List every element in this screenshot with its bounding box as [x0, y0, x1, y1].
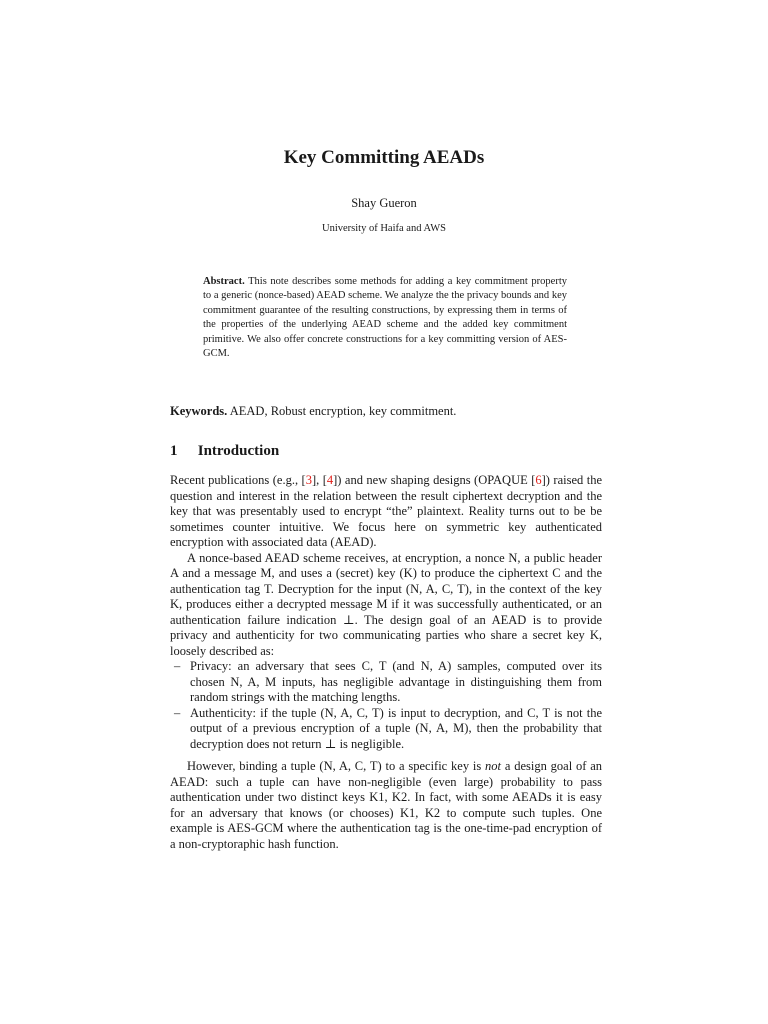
paper-title: Key Committing AEADs	[283, 147, 485, 168]
citation-link-4[interactable]: 4	[326, 473, 334, 487]
paragraph-2: A nonce-based AEAD scheme receives, at encryption, a nonce N, a public header A and a message M, and uses a (secret) key (K) to produce the ciphertext C and the authentication tag T. Decryption for the input (N, A, C, T), in the context of the key K, produces either a decrypted message M if it was successfully authenticated, or an authentication failure indication ⊥. The design goal of an AEAD is to provide privacy and authenticity for two communicating parties who share a secret key K, loosely described as:	[170, 550, 602, 658]
para1-text-b: ], [	[311, 473, 327, 487]
list-marker: –	[174, 659, 181, 673]
list-item-text: Authenticity: if the tuple (N, A, C, T) is input to decryption, and C, T is not the output of a previous encryption of a tuple (N, A, M), then the probability that decryption does not return ⊥ is negligible.	[190, 705, 602, 751]
para3-emphasis: not	[485, 759, 502, 773]
para1-text-d: ]) raised the question and interest in the relation between the result ciphertext decryption and the key that was presentably used to encrypt “the” plaintext. Reality turns out to be be sometimes counter intuitive. We focus here on symmetric key authenticated encryption with associated data (AEAD).	[170, 473, 602, 549]
section-title: Introduction	[197, 443, 280, 459]
keywords-label: Keywords.	[170, 404, 228, 418]
author-name: Shay Gueron	[351, 196, 417, 210]
list-item	[170, 659, 602, 706]
abstract-label: Abstract.	[203, 276, 245, 287]
author-affiliation: University of Haifa and AWS	[322, 223, 446, 234]
section-body	[170, 473, 602, 852]
para1-text-a: Recent publications (e.g., [	[170, 473, 306, 487]
keywords	[170, 403, 602, 419]
para3-text-b: a design goal of an AEAD: such a tuple can have non-negligible (even large) probability to pass authentication under two distinct keys K1, K2. In fact, with some AEADs it is easy for an adversary that knows (or chooses) K1, K2 to compute such tuples. One example is AES-GCM where the authentication tag is the one-time-pad encryption of a non-cryptoraphic hash function.	[170, 759, 602, 851]
property-list	[170, 659, 602, 752]
abstract-text: This note describes some methods for adding a key commitment property to a generic (nonce-based) AEAD scheme. We analyze the the privacy bounds and key commitment guarantee of the resulting constructions, by expressing them in terms of the properties of the underlying AEAD scheme and the added key commitment primitive. We also offer concrete constructions for a key committing version of AES-GCM.	[203, 276, 568, 360]
paragraph-1	[170, 473, 602, 551]
citation-link-3[interactable]: 3	[305, 473, 312, 487]
keywords-text: AEAD, Robust encryption, key commitment.	[229, 404, 457, 418]
list-item-text: Privacy: an adversary that sees C, T (and N, A) samples, computed over its chosen N, A, M inputs, has negligible advantage in distinguishing them from random strings with the matching lengths.	[190, 659, 602, 704]
para3-text-a: However, binding a tuple (N, A, C, T) to a specific key is	[187, 759, 486, 773]
para1-text-c: ]) and new shaping designs (OPAQUE [	[333, 473, 536, 487]
abstract	[203, 275, 567, 361]
section-heading	[170, 441, 602, 461]
section-number: 1	[170, 443, 178, 459]
list-marker: –	[174, 705, 181, 720]
citation-link-6[interactable]: 6	[535, 473, 542, 487]
paragraph-3	[170, 759, 602, 852]
list-item	[170, 706, 602, 753]
